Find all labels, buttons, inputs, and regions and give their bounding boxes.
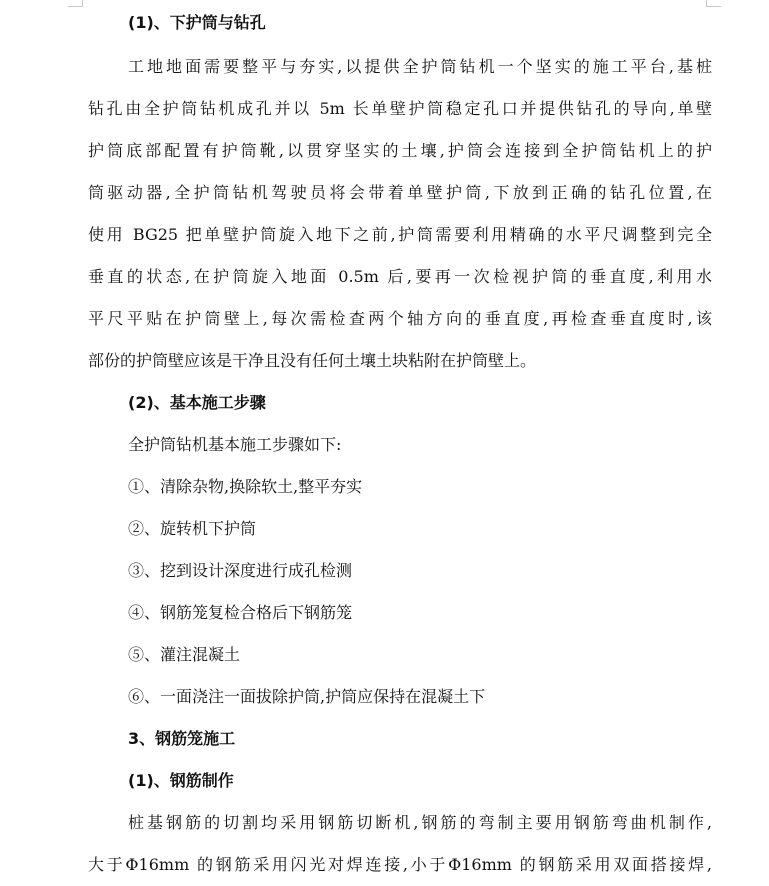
section-heading-rebar-cage: 3、钢筋笼施工 — [128, 729, 236, 748]
step-item: ①、清除杂物,换除软土,整平夯实 — [128, 477, 363, 496]
step-item: ④、钢筋笼复检合格后下钢筋笼 — [128, 603, 353, 622]
paragraph-line: 平尺平贴在护筒壁上,每次需检查两个轴方向的垂直度,再检查垂直度时,该 — [88, 309, 712, 328]
paragraph-line: 筒驱动器,全护筒钻机驾驶员将会带着单壁护筒,下放到正确的钻孔位置,在 — [88, 183, 712, 202]
paragraph-line: 垂直的状态,在护筒旋入地面 0.5m 后,要再一次检视护筒的垂直度,利用水 — [88, 267, 712, 286]
margin-corner-mark-left — [68, 0, 83, 7]
sub-heading-rebar-fabrication: (1)、钢筋制作 — [128, 771, 234, 790]
paragraph-line: 钻孔由全护筒钻机成孔并以 5m 长单壁护筒稳定孔口并提供钻孔的导向,单壁 — [88, 99, 712, 118]
paragraph-line: 工地地面需要整平与夯实,以提供全护筒钻机一个坚实的施工平台,基桩 — [128, 57, 712, 76]
paragraph-line: 桩基钢筋的切割均采用钢筋切断机,钢筋的弯制主要用钢筋弯曲机制作, — [128, 813, 712, 832]
paragraph-line: 护筒底部配置有护筒靴,以贯穿坚实的土壤,护筒会连接到全护筒钻机上的护 — [88, 141, 712, 160]
steps-intro: 全护筒钻机基本施工步骤如下: — [128, 435, 342, 454]
step-item: ③、挖到设计深度进行成孔检测 — [128, 561, 353, 580]
step-item: ②、旋转机下护筒 — [128, 519, 257, 538]
section-heading-drilling: (1)、下护筒与钻孔 — [128, 13, 266, 32]
section-heading-basic-steps: (2)、基本施工步骤 — [128, 393, 266, 412]
step-item: ⑤、灌注混凝土 — [128, 645, 241, 664]
paragraph-line: 部份的护筒壁应该是干净且没有任何土壤土块粘附在护筒壁上。 — [88, 351, 537, 370]
step-item: ⑥、一面浇注一面拔除护筒,护筒应保持在混凝土下 — [128, 687, 486, 706]
paragraph-line: 大于Φ16mm 的钢筋采用闪光对焊连接,小于Φ16mm 的钢筋采用双面搭接焊, — [88, 855, 712, 874]
paragraph-line: 使用 BG25 把单壁护筒旋入地下之前,护筒需要利用精确的水平尺调整到完全 — [88, 225, 712, 244]
margin-corner-mark-right — [706, 0, 721, 7]
